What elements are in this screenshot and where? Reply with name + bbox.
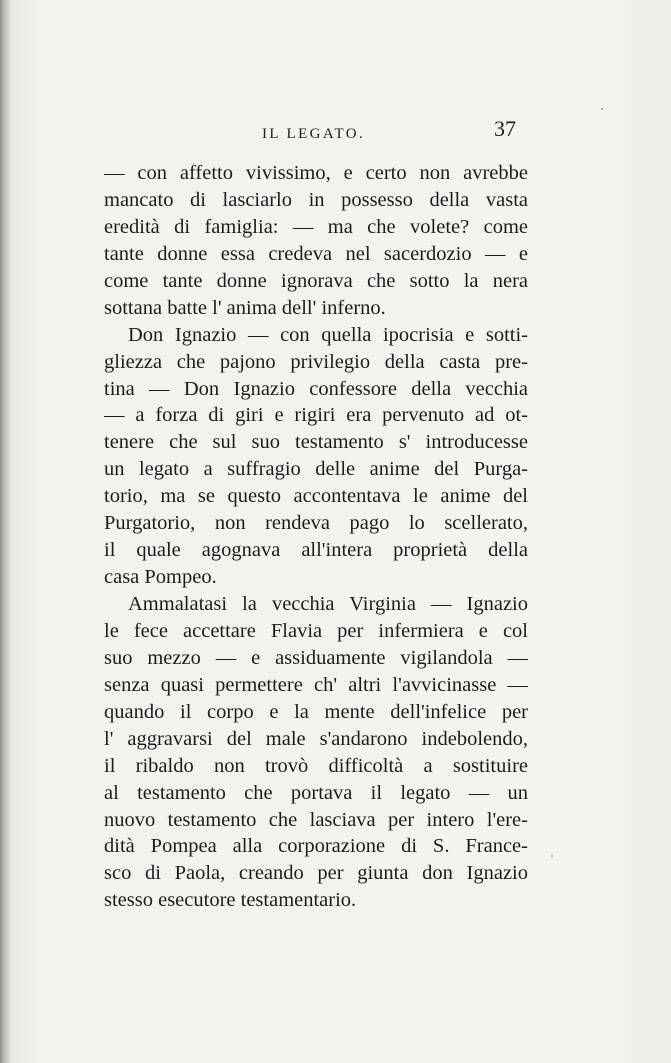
- paper-speck: [601, 108, 603, 110]
- text-line: quando il corpo e la mente dell'infelice per: [104, 700, 528, 723]
- text-line: mancato di lasciarlo in possesso della vasta: [104, 188, 528, 211]
- text-line: tante donne essa credeva nel sacerdozio — e: [104, 242, 528, 265]
- text-line: Don Ignazio — con quella ipocrisia e sotti-: [128, 323, 528, 346]
- text-line: tenere che sul suo testamento s' introducesse: [104, 431, 528, 454]
- text-line: come tante donne ignorava che sotto la nera: [104, 269, 528, 292]
- text-line: stesso esecutore testamentario.: [104, 889, 357, 912]
- running-head: [262, 116, 516, 146]
- text-line: nuovo testamento che lasciava per intero l'ere-: [104, 808, 528, 831]
- text-line: senza quasi permettere ch' altri l'avvicinasse —: [104, 673, 528, 696]
- text-line: al testamento che portava il legato — un: [104, 781, 528, 804]
- page-binding-shadow: [0, 0, 12, 1063]
- running-title: IL LEGATO.: [262, 126, 366, 142]
- text-line: sco di Paola, creando per giunta don Ignazio: [104, 862, 528, 885]
- paper-speck: [551, 855, 553, 857]
- text-line: — con affetto vivissimo, e certo non avrebbe: [104, 162, 528, 184]
- text-line: eredità di famiglia: — ma che volete? come: [104, 215, 528, 238]
- text-line: suo mezzo — e assiduamente vigilandola —: [104, 646, 528, 669]
- text-line: il ribaldo non trovò difficoltà a sostituire: [104, 754, 528, 777]
- text-line: Purgatorio, non rendeva pago lo scellerato,: [104, 512, 528, 535]
- text-line: — a forza di giri e rigiri era pervenuto ad ot-: [104, 404, 528, 427]
- text-line: le fece accettare Flavia per infermiera e col: [104, 619, 528, 642]
- text-line: dità Pompea alla corporazione di S. France-: [104, 835, 528, 858]
- text-line: l' aggravarsi del male s'andarono indebolendo,: [104, 727, 528, 750]
- text-line: torio, ma se questo accontentava le anime del: [104, 485, 528, 508]
- text-line: casa Pompeo.: [104, 566, 217, 589]
- text-line: gliezza che pajono privilegio della casta pre-: [104, 350, 528, 373]
- text-line: il quale agognava all'intera proprietà della: [104, 539, 528, 562]
- text-line: sottana batte l' anima dell' inferno.: [104, 296, 386, 319]
- text-line: Ammalatasi la vecchia Virginia — Ignazio: [128, 593, 528, 615]
- page-number: 37: [494, 116, 516, 141]
- text-line: un legato a suffragio delle anime del Purga-: [104, 458, 528, 481]
- text-line: tina — Don Ignazio confessore della vecchia: [104, 377, 528, 400]
- body-text: [104, 160, 528, 914]
